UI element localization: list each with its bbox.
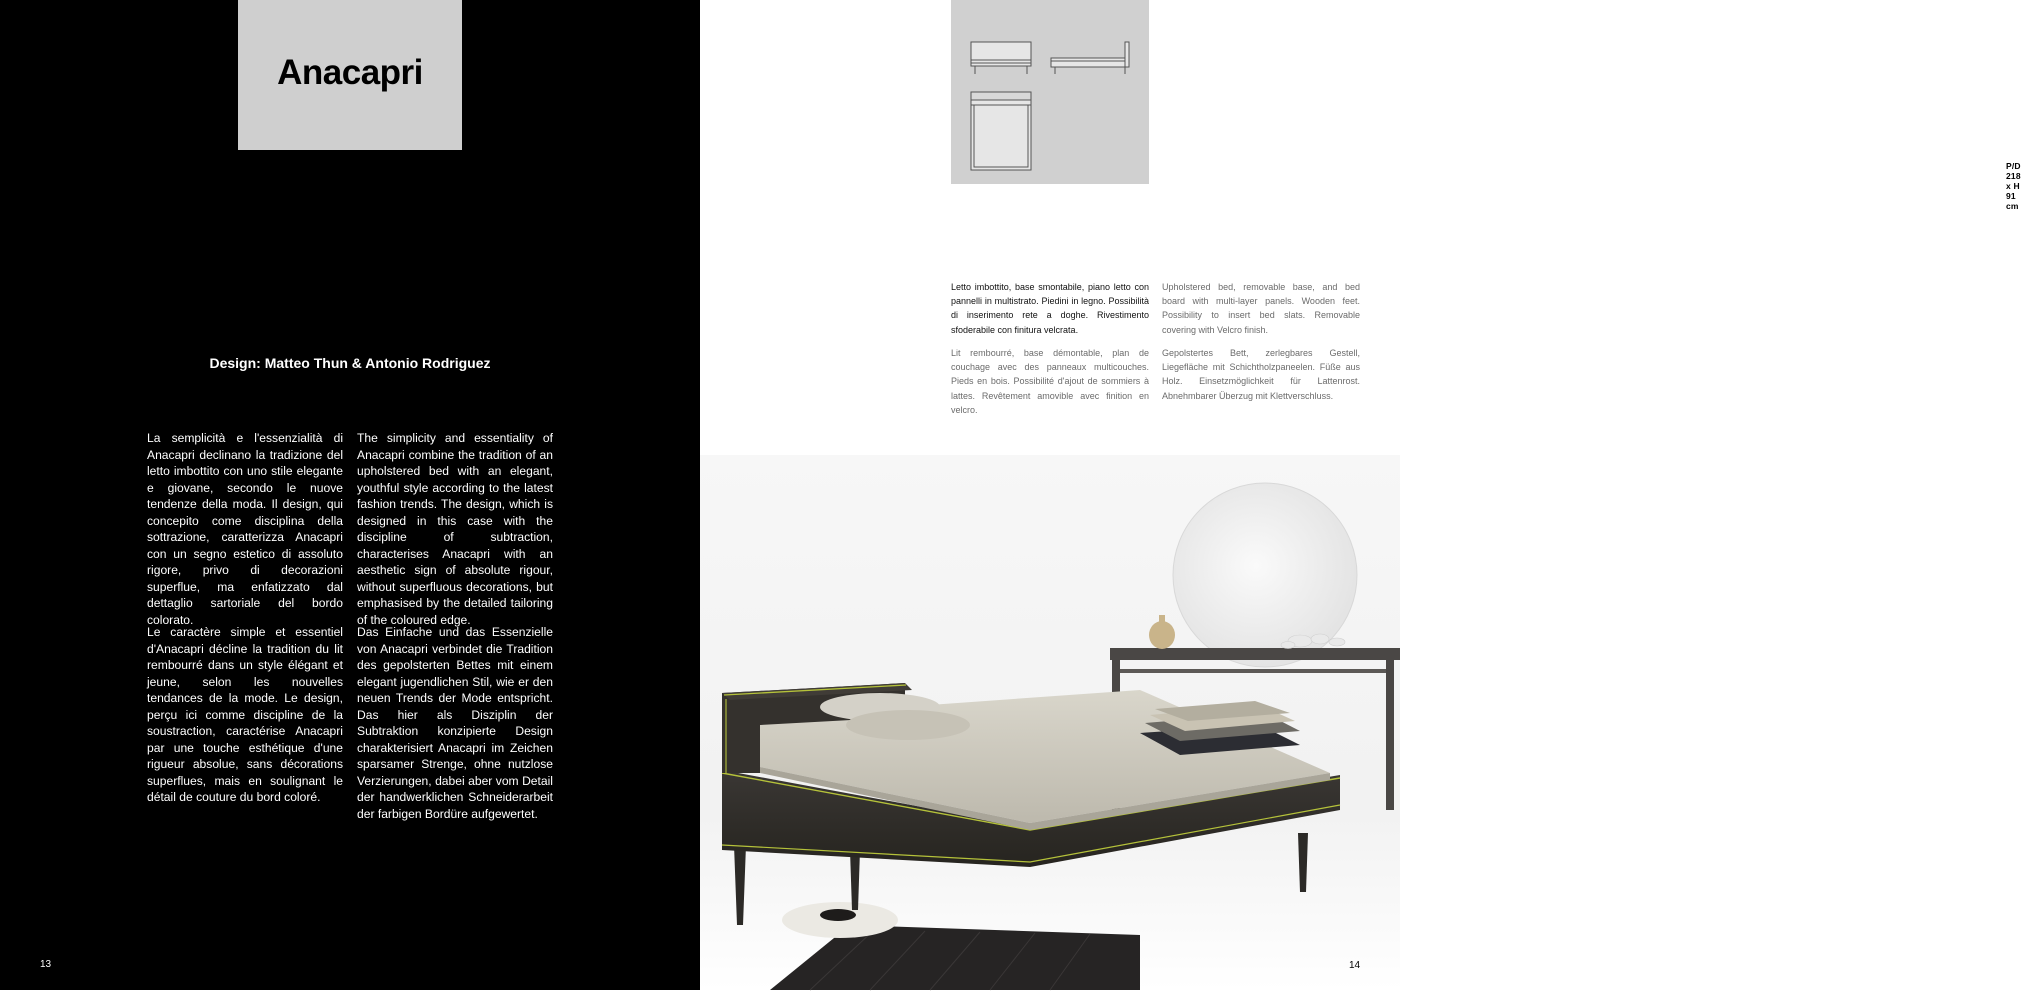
dimensions-label: P/D 218 x H 91 cm bbox=[2006, 161, 2021, 211]
text-column-italian bbox=[147, 430, 343, 639]
designer-credit: Design: Matteo Thun & Antonio Rodriguez bbox=[209, 355, 491, 371]
description-italian: Letto imbottito, base smontabile, piano letto con pannelli in multistrato. Piedini in legno. Possibilità di inserimento rete a doghe. Rivestimento sfoderabile con finitura velcrata. bbox=[951, 282, 1149, 335]
title-box bbox=[238, 0, 462, 150]
paragraph-italian: La semplicità e l'essenzialità di Anacapri declinano la tradizione del letto imbottito con uno stile elegante e giovane, secondo le nuove tendenze della moda. Il design, qui concepito come disciplina della sottrazione, caratterizza Anacapri con un segno estetico di assoluto rigore, privo di decorazioni superflue, ma enfatizzato dal dettaglio sartoriale del bordo colorato. bbox=[147, 431, 343, 627]
bed-illustration bbox=[700, 455, 1400, 990]
pillow-front bbox=[846, 710, 970, 740]
paragraph-english: The simplicity and essentiality of Anacapri combine the tradition of an upholstered bed with an elegant, youthful style according to the latest fashion trends. The design, which is designed in this case with the discipline of subtraction, characterises Anacapri with an aesthetic sign of absolute rigour, without superfluous decorations, but emphasised by the detailed tailoring of the coloured edge. bbox=[357, 431, 553, 627]
text-column-english bbox=[357, 430, 553, 639]
text-column-german bbox=[357, 624, 553, 833]
technical-drawing-box bbox=[951, 0, 2021, 211]
description-french: Lit rembourré, base démontable, plan de couchage avec des panneaux multicouches. Pieds en bois. Possibilité d'ajout de sommiers à lattes. Revêtement amovible avec finition en velcro. bbox=[951, 348, 1149, 415]
text-column-french bbox=[147, 624, 343, 817]
page-title: Anacapri bbox=[277, 53, 423, 92]
paragraph-french: Le caractère simple et essentiel d'Anacapri décline la tradition du lit rembourré dans un style élégant et jeune, selon les nouvelles tendances de la mode. Le design, perçu ici comme discipline de la soustraction, caractérise Anacapri par une touche esthétique d'une rigueur absolue, sans décorations superflues, mais en soulignant le détail de couture du bord coloré. bbox=[147, 625, 343, 804]
page-number-left: 13 bbox=[40, 959, 52, 970]
side-view-drawing bbox=[1051, 42, 1129, 74]
page-number-right: 14 bbox=[1349, 960, 1361, 971]
description-english: Upholstered bed, removable base, and bed board with multi-layer panels. Wooden feet. Possibility to insert bed slats. Removable covering with Velcro finish. bbox=[1162, 282, 1360, 335]
plan-view-drawing bbox=[971, 92, 1031, 170]
front-view-drawing bbox=[971, 42, 1031, 74]
left-page bbox=[0, 0, 700, 990]
bed-line-drawings bbox=[951, 0, 1149, 184]
round-mirror bbox=[1173, 483, 1357, 667]
product-photo bbox=[700, 455, 1400, 990]
description-german: Gepolstertes Bett, zerlegbares Gestell, Liegefläche mit Schichtholzpaneelen. Füße aus Holz. Einsetzmöglichkeit für Lattenrost. Abnehmbarer Überzug mit Klettverschluss. bbox=[1162, 348, 1360, 401]
paragraph-german: Das Einfache und das Essenzielle von Anacapri verbindet die Tradition des gepolsterten Bettes mit einem elegant jugendlichen Stil, wie er den neuen Trends der Mode entspricht. Das hier als Disziplin der Subtraktion konzipierte Design charakterisiert Anacapri im Zeichen sparsamer Strenge, ohne nutzlose Verzierungen, dabei aber vom Detail der handwerklichen Schneiderarbeit der farbigen Bordüre aufgewertet. bbox=[357, 625, 553, 821]
